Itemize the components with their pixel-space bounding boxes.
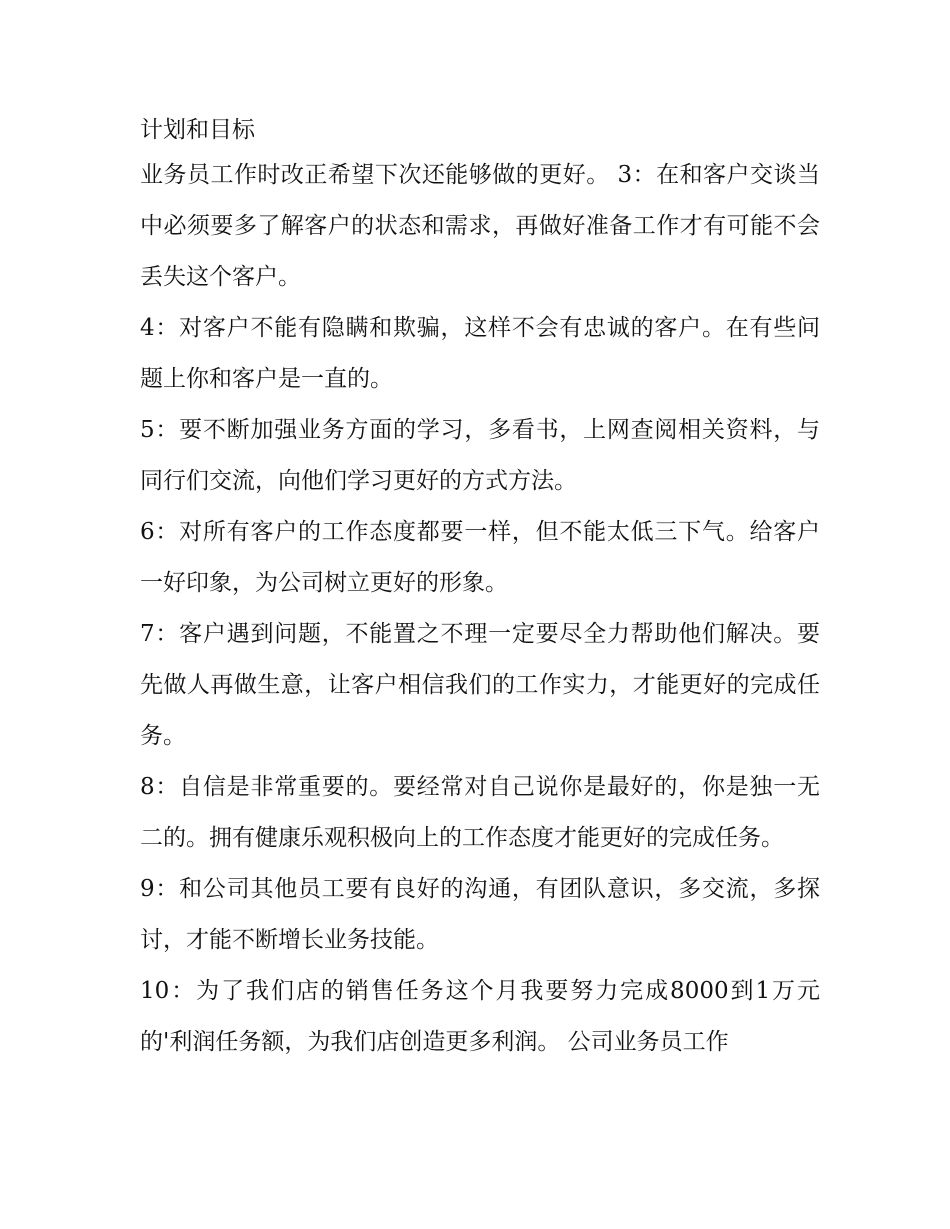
paragraph-item-4: 4：对客户不能有隐瞒和欺骗，这样不会有忠诚的客户。在有些问题上你和客户是一直的。 — [140, 315, 820, 392]
paragraph-item-5: 5：要不断加强业务方面的学习，多看书，上网查阅相关资料，与同行们交流，向他们学习更好的方式方法。 — [140, 417, 820, 494]
paragraph-item-8: 8：自信是非常重要的。要经常对自己说你是最好的，你是独一无二的。拥有健康乐观积极向上的工作态度才能更好的完成任务。 — [140, 774, 820, 851]
document-title: 计划和目标 — [140, 117, 255, 143]
paragraph-item-7: 7：客户遇到问题，不能置之不理一定要尽全力帮助他们解决。要先做人再做生意，让客户相信我们的工作实力，才能更好的完成任务。 — [140, 621, 820, 749]
paragraph-item-9: 9：和公司其他员工要有良好的沟通，有团队意识，多交流，多探讨，才能不断增长业务技能。 — [140, 876, 820, 953]
paragraph-item-6: 6：对所有客户的工作态度都要一样，但不能太低三下气。给客户一好印象，为公司树立更好的形象。 — [140, 519, 820, 596]
paragraph-intro: 业务员工作时改正希望下次还能够做的更好。 3：在和客户交谈当中必须要多了解客户的状态和需求，再做好准备工作才有可能不会丢失这个客户。 — [140, 162, 820, 290]
document-body — [140, 110, 820, 1068]
paragraph-item-10: 10：为了我们店的销售任务这个月我要努力完成8000到1万元的'利润任务额，为我们店创造更多利润。 公司业务员工作 — [140, 978, 820, 1055]
